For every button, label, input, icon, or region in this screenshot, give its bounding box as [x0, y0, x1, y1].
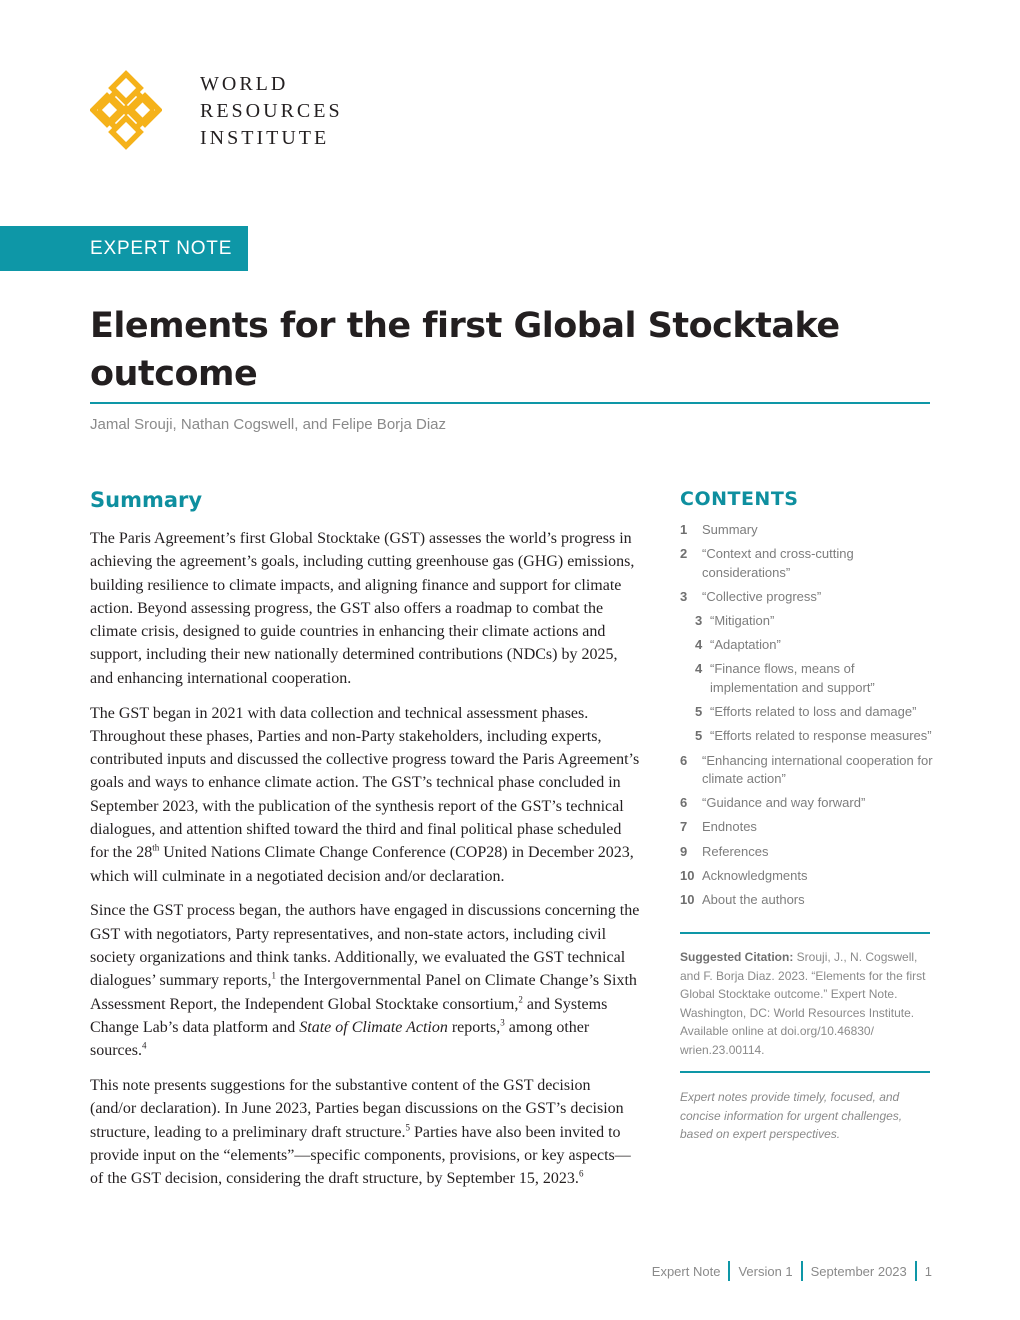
toc-item-label: References — [702, 843, 769, 859]
toc-item[interactable] — [680, 752, 935, 789]
toc-item[interactable] — [680, 521, 935, 540]
toc-item[interactable] — [680, 588, 935, 607]
endnote-ref[interactable]: 2 — [518, 994, 523, 1005]
toc-item-label: “Guidance and way forward” — [702, 795, 866, 811]
endnote-ref[interactable]: 4 — [141, 1040, 147, 1051]
toc-page-number: 1 — [680, 522, 688, 537]
toc-page-number: 4 — [695, 661, 703, 677]
footer-separator — [801, 1261, 803, 1281]
toc-item-label: Acknowledgments — [702, 867, 808, 883]
toc-item-label: “Adaptation” — [710, 637, 781, 653]
org-line-3: INSTITUTE — [200, 127, 330, 149]
footer-page-number: 1 — [924, 1263, 932, 1279]
toc-item-label: “Efforts related to response measures” — [710, 728, 932, 744]
suggested-citation: Suggested Citation: Srouji, J., N. Cogswell, and F. Borja Diaz. 2023. “Elements for the first Global Stocktake outcome.” Expert Note. Washington, DC: World Resources Institute. Available online at doi.org/10.46830/ wrien.23.00114. — [680, 950, 926, 1057]
toc-page-number: 3 — [680, 588, 688, 604]
endnote-ref[interactable]: 3 — [500, 1017, 505, 1028]
toc-page-number: 3 — [695, 613, 703, 629]
toc-item[interactable] — [680, 660, 935, 697]
toc-item-label: Summary — [702, 522, 758, 537]
toc-item[interactable] — [680, 867, 935, 886]
toc-item-label: “Efforts related to loss and damage” — [710, 704, 917, 720]
toc-item[interactable] — [680, 843, 935, 862]
toc-page-number: 4 — [695, 637, 703, 653]
summary-paragraph-3: Since the GST process began, the authors have engaged in discussions concerning the GST with negotiators, Party representatives, and non-state actors, including civil society organizations and think tanks. Additionally, we evaluated the GST technical dialogues’ summary reports,$^1$ the Intergovernmental Panel on Climate Change’s Sixth Assessment Report, the Independent Global Stocktake consortium,$^2$ and Systems Change Lab’s data platform and State of Climate Action reports,$^3$ among other sources.$^4$ — [90, 902, 640, 1060]
toc-item-label: “Enhancing international cooperation for climate action” — [702, 752, 933, 786]
citation-divider — [680, 1071, 930, 1073]
toc-item-label: “Context and cross-cutting considerations” — [702, 546, 854, 580]
summary-body — [90, 527, 640, 1202]
toc-page-number: 10 — [680, 867, 695, 883]
endnote-ref[interactable]: 1 — [271, 971, 276, 982]
toc-item[interactable] — [680, 612, 935, 631]
toc-page-number: 6 — [680, 752, 688, 768]
wri-logo-icon — [90, 68, 162, 156]
toc-item-label: “Collective progress” — [702, 588, 822, 604]
endnote-ref[interactable]: 6 — [578, 1168, 584, 1179]
toc-item[interactable] — [680, 794, 935, 813]
summary-heading: Summary — [90, 488, 203, 512]
footer-date: September 2023 — [810, 1263, 907, 1279]
endnote-ref[interactable]: 5 — [405, 1122, 410, 1133]
toc-page-number: 7 — [680, 819, 688, 835]
footer-doc-type: Expert Note — [651, 1263, 721, 1279]
toc-item[interactable] — [680, 818, 935, 837]
page-footer — [652, 1261, 932, 1281]
toc-item[interactable] — [680, 891, 935, 910]
contents-divider — [680, 932, 930, 934]
authors: Jamal Srouji, Nathan Cogswell, and Felipe Borja Diaz — [90, 416, 447, 433]
toc-item[interactable] — [680, 703, 935, 722]
doc-type-tag: EXPERT NOTE — [0, 226, 248, 271]
table-of-contents — [680, 521, 935, 915]
summary-paragraph-1: The Paris Agreement’s first Global Stocktake (GST) assesses the world’s progress in achieving the agreement’s goals, including cutting greenhouse gas (GHG) emissions, building resilience to climate impacts, and aligning finance and support for climate action. Beyond assessing progress, the GST also offers a roadmap to combat the climate crisis, designed to guide countries in enhancing their climate actions and support, including their new nationally determined contributions (NDCs) by 2025, and enhancing international cooperation. — [90, 530, 635, 687]
contents-heading: CONTENTS — [680, 488, 799, 510]
toc-item[interactable] — [680, 727, 935, 746]
org-line-1: WORLD — [200, 73, 289, 95]
toc-page-number: 5 — [695, 728, 703, 744]
toc-page-number: 2 — [680, 546, 688, 562]
org-line-2: RESOURCES — [200, 100, 343, 122]
toc-page-number: 9 — [680, 843, 688, 859]
toc-page-number: 5 — [695, 704, 703, 720]
page-title: Elements for the first Global Stocktake outcome — [90, 306, 840, 394]
toc-item-label: Endnotes — [702, 819, 757, 835]
footer-version: Version 1 — [738, 1263, 793, 1279]
org-name — [200, 71, 343, 152]
toc-item-label: “Finance flows, means of implementation and support” — [710, 661, 875, 695]
toc-page-number: 10 — [680, 891, 695, 907]
expert-note-description: Expert notes provide timely, focused, and concise information for urgent challenges, based on expert perspectives. — [680, 1090, 903, 1141]
footer-separator — [728, 1261, 730, 1281]
toc-page-number: 6 — [680, 795, 688, 811]
summary-paragraph-2: The GST began in 2021 with data collection and technical assessment phases. Throughout these phases, Parties and non-Party stakeholders, including experts, contributed inputs and discussed the collective progress toward the Paris Agreement’s goals and ways to enhance climate action. The GST’s technical phase concluded in September 2023, with the publication of the synthesis report of the GST’s technical dialogues, and attention shifted toward the third and final political phase scheduled for the 28th United Nations Climate Change Conference (COP28) in December 2023, which will culminate in a negotiated decision and/or declaration. — [90, 704, 640, 885]
toc-item-label: About the authors — [702, 891, 805, 907]
toc-item[interactable] — [680, 636, 935, 655]
title-divider — [90, 402, 930, 404]
toc-item[interactable] — [680, 545, 935, 582]
toc-item-label: “Mitigation” — [710, 613, 775, 629]
summary-paragraph-4: This note presents suggestions for the substantive content of the GST decision (and/or declaration). In June 2023, Parties began discussions on the GST’s decision structure, leading to a preliminary draft structure.$^5$ Parties have also been invited to provide input on the “elements”—specific components, provisions, or key aspects—of the GST decision, considering the draft structure, by September 15, 2023.$^6$ — [90, 1077, 631, 1188]
footer-separator — [915, 1261, 917, 1281]
